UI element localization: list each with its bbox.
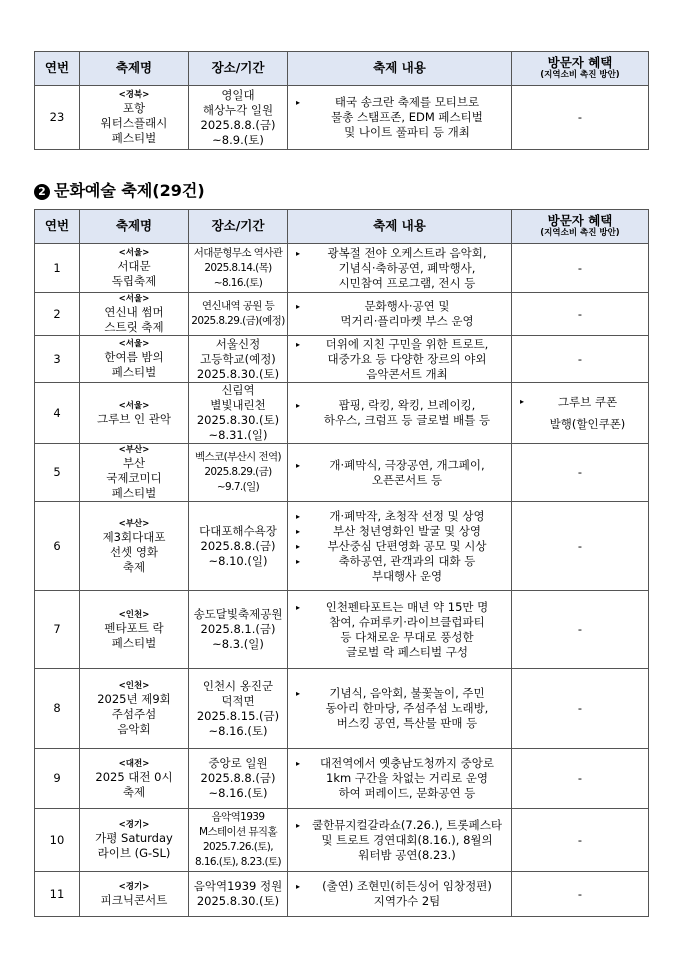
- festival-name-line: 2025년 제9회: [97, 692, 171, 706]
- content-list: [288, 818, 511, 863]
- festival-content-cell: [288, 669, 512, 749]
- festival-place-cell: [189, 383, 288, 444]
- festival-table-2: [34, 209, 649, 917]
- festival-name-line: 2025 대전 0시: [95, 769, 173, 784]
- festival-number: 6: [35, 502, 80, 591]
- content-line: 먹거리·플리마켓 부스 운영: [340, 314, 474, 328]
- content-line: 시민참여 프로그램, 전시 등: [338, 275, 476, 290]
- table-row: [35, 749, 649, 809]
- festival-content-cell: [288, 502, 512, 591]
- festival-place-line: 2025.7.26.(토),: [202, 841, 274, 853]
- visitor-benefit-cell: -: [512, 502, 649, 591]
- content-item: [296, 554, 507, 584]
- festival-number: 9: [35, 749, 80, 809]
- festival-name-line: 페스티벌: [111, 131, 157, 145]
- festival-place-line: 2025.8.8.(금): [200, 117, 276, 132]
- festival-name-line: 펜타포트 락: [104, 620, 164, 635]
- table-row: [35, 336, 649, 383]
- festival-name-line: 부산: [122, 456, 146, 470]
- visitor-benefit-cell: -: [512, 336, 649, 383]
- festival-name-line: 포항: [122, 101, 146, 115]
- festival-place-line: ~8.16.(토): [208, 786, 268, 800]
- festival-name-line: 서대문: [117, 259, 151, 273]
- festival-name-cell: [80, 872, 189, 917]
- festival-place-line: ~8.10.(일): [208, 553, 268, 568]
- festival-place-line: 2025.8.8.(금): [200, 771, 276, 785]
- festival-number: 2: [35, 293, 80, 336]
- festival-place-line: 2025.8.29.(금): [204, 466, 272, 478]
- table-row: [35, 444, 649, 502]
- table-row: [35, 669, 649, 749]
- festival-name-line: 페스티벌: [111, 486, 157, 500]
- content-line: ▸ 더위에 지친 구민을 위한 트로트,: [325, 336, 489, 351]
- festival-name-line: 음악회: [117, 722, 151, 736]
- content-line: ▸ 부산중심 단편영화 공모 및 시상: [327, 538, 487, 553]
- content-line: 대중가요 등 다양한 장르의 야외: [327, 351, 487, 366]
- content-line: 하우스, 크럼프 등 글로벌 배틀 등: [323, 413, 491, 427]
- festival-place-line: 8.16.(토), 8.23.(토): [195, 856, 281, 868]
- festival-number: 1: [35, 244, 80, 293]
- festival-place-line: M스테이션 뮤직홀: [199, 826, 277, 838]
- content-line: ▸ 팝핑, 락킹, 왁킹, 브레이킹,: [338, 398, 476, 412]
- content-line: 하여 퍼레이드, 문화공연 등: [338, 786, 476, 800]
- table-row: [35, 293, 649, 336]
- festival-name-line: 그루브 인 관악: [97, 411, 171, 426]
- content-item: [296, 337, 507, 382]
- festival-content-cell: [288, 444, 512, 502]
- festival-place-cell: [189, 444, 288, 502]
- festival-number: 4: [35, 383, 80, 444]
- section-heading: [34, 178, 205, 201]
- content-list: [288, 246, 511, 291]
- content-list: [288, 95, 511, 140]
- content-line: ▸ 쿨한뮤지컬갈라쇼(7.26.), 트롯페스타: [312, 817, 502, 832]
- visitor-benefit-cell: -: [512, 244, 649, 293]
- festival-name-line: 워터스플래시: [100, 116, 168, 130]
- header-place: 장소/기간: [189, 52, 288, 86]
- visitor-benefit-cell: [512, 383, 649, 444]
- content-item: [296, 818, 507, 863]
- header-benefit-title: 방문자 혜택: [547, 212, 613, 228]
- festival-name-line: 축제: [122, 784, 146, 799]
- festival-name-line: 국제코미디: [106, 471, 162, 485]
- festival-content-cell: [288, 293, 512, 336]
- table-row: [35, 502, 649, 591]
- festival-place-line: ~8.3.(일): [212, 637, 264, 651]
- festival-place-cell: [189, 336, 288, 383]
- benefit-item: [520, 391, 644, 435]
- festival-name-line: 선셋 영화: [109, 544, 159, 559]
- content-line: 1km 구간을 차없는 거리로 운영: [326, 771, 488, 785]
- festival-content-cell: [288, 749, 512, 809]
- content-list: [288, 509, 511, 584]
- festival-name-cell: [80, 809, 189, 872]
- content-list: [288, 879, 511, 909]
- header-benefit: [512, 52, 649, 86]
- festival-place-cell: [189, 293, 288, 336]
- festival-place-line: 별빛내린천: [210, 398, 266, 412]
- festival-name-cell: [80, 86, 189, 150]
- festival-content-cell: [288, 244, 512, 293]
- content-line: 버스킹 공연, 특산물 판매 등: [336, 716, 478, 730]
- festival-name-line: 피크닉콘서트: [100, 892, 168, 907]
- festival-place-line: 고등학교(예정): [200, 351, 276, 366]
- content-list: [288, 337, 511, 382]
- festival-region: <서울>: [118, 339, 150, 349]
- festival-place-line: 해상누각 일원: [202, 102, 274, 117]
- festival-place-line: 벡스코(부산시 전역): [194, 451, 282, 463]
- content-line: 기념식·축하공연, 폐막행사,: [338, 260, 476, 275]
- visitor-benefit-cell: -: [512, 809, 649, 872]
- visitor-benefit-cell: -: [512, 444, 649, 502]
- festival-name-line: 라이브 (G-SL): [97, 846, 171, 860]
- festival-place-line: ~9.7.(일): [216, 481, 260, 493]
- visitor-benefit-cell: -: [512, 872, 649, 917]
- festival-place-cell: [189, 872, 288, 917]
- content-item: [296, 600, 507, 660]
- visitor-benefit-cell: -: [512, 293, 649, 336]
- festival-name-cell: [80, 669, 189, 749]
- table-row: [35, 383, 649, 444]
- content-item: [296, 398, 507, 428]
- table-header-row: [35, 52, 649, 86]
- content-line: 워터밤 공연(8.23.): [358, 847, 456, 862]
- table-row: [35, 244, 649, 293]
- content-item: [296, 246, 507, 291]
- festival-place-line: ~8.31.(일): [208, 428, 268, 442]
- visitor-benefit-cell: -: [512, 669, 649, 749]
- header-content: 축제 내용: [288, 210, 512, 244]
- festival-number: 11: [35, 872, 80, 917]
- festival-place-line: 신림역: [221, 383, 255, 397]
- visitor-benefit-cell: -: [512, 749, 649, 809]
- festival-number: 3: [35, 336, 80, 383]
- content-item: [296, 509, 507, 524]
- festival-region: <부산>: [118, 445, 150, 455]
- festival-place-line: 2025.8.29.(금)(예정): [191, 315, 285, 327]
- content-line: ▸ 개·폐막식, 극장공연, 개그페이,: [329, 457, 485, 472]
- festival-name-line: 연신내 썸머: [104, 305, 164, 319]
- header-benefit: [512, 210, 649, 244]
- festival-place-line: 2025.8.30.(토): [196, 366, 280, 381]
- content-line: 물총 스탬프존, EDM 페스티벌: [331, 110, 483, 124]
- festival-place-line: 2025.8.8.(금): [200, 538, 276, 553]
- festival-place-line: 인천시 옹진군: [202, 678, 274, 693]
- festival-place-line: ~8.16.(토): [213, 276, 263, 289]
- festival-place-line: 서대문형무소 역사관: [193, 246, 283, 259]
- festival-place-cell: [189, 86, 288, 150]
- festival-region: <부산>: [118, 518, 150, 529]
- festival-number: 7: [35, 591, 80, 669]
- header-content: 축제 내용: [288, 52, 512, 86]
- benefit-line: 발행(할인쿠폰): [549, 417, 626, 431]
- content-list: [288, 458, 511, 488]
- festival-place-line: 송도달빛축제공원: [193, 607, 283, 621]
- festival-place-line: 음악역1939: [211, 811, 265, 823]
- festival-region: <대전>: [118, 758, 150, 769]
- festival-name-line: 스트릿 축제: [104, 320, 164, 334]
- header-benefit-title: 방문자 혜택: [547, 54, 613, 70]
- header-benefit-subtitle: (지역소비 촉진 방안): [540, 70, 620, 81]
- content-line: 참여, 슈퍼루키·라이브클럽파티: [329, 614, 485, 629]
- festival-name-line: 페스티벌: [111, 635, 157, 650]
- content-line: 글로벌 락 페스티벌 구성: [345, 644, 469, 659]
- festival-content-cell: [288, 872, 512, 917]
- header-name: 축제명: [80, 52, 189, 86]
- festival-content-cell: [288, 591, 512, 669]
- festival-name-cell: [80, 293, 189, 336]
- header-no: 연번: [35, 52, 80, 86]
- festival-place-line: 2025.8.30.(토): [196, 894, 280, 908]
- festival-number: 5: [35, 444, 80, 502]
- content-list: [288, 398, 511, 428]
- content-line: 오픈콘서트 등: [371, 472, 443, 487]
- content-item: [296, 686, 507, 731]
- content-line: 등 다채로운 무대로 풍성한: [340, 629, 474, 644]
- festival-place-line: 서울신정: [215, 336, 261, 351]
- content-list: [288, 299, 511, 329]
- festival-content-cell: [288, 383, 512, 444]
- festival-place-cell: [189, 591, 288, 669]
- festival-place-line: 2025.8.15.(금): [196, 708, 280, 723]
- content-list: [288, 600, 511, 660]
- content-line: 및 트로트 경연대회(8.16.), 8월의: [321, 832, 493, 847]
- festival-name-line: 페스티벌: [111, 365, 157, 379]
- festival-place-line: 연신내역 공원 등: [201, 300, 275, 312]
- festival-region: <서울>: [118, 248, 150, 258]
- festival-name-line: 제3회다대포: [102, 529, 166, 544]
- visitor-benefit-cell: -: [512, 86, 649, 150]
- content-item: [296, 539, 507, 554]
- festival-name-line: 주섬주섬: [111, 707, 157, 721]
- circled-number-2-icon: 2: [34, 184, 50, 200]
- festival-number: 10: [35, 809, 80, 872]
- festival-place-cell: [189, 809, 288, 872]
- festival-name-cell: [80, 444, 189, 502]
- festival-name-line: 축제: [122, 559, 146, 574]
- festival-number: 23: [35, 86, 80, 150]
- festival-place-line: 영일대: [221, 87, 255, 102]
- festival-content-cell: [288, 336, 512, 383]
- festival-place-line: 음악역1939 정원: [193, 879, 283, 893]
- festival-place-line: 다대포해수욕장: [199, 523, 277, 538]
- content-line: ▸ 광복절 전야 오케스트라 음악회,: [327, 245, 487, 260]
- festival-name-cell: [80, 244, 189, 293]
- visitor-benefit-cell: -: [512, 591, 649, 669]
- table-row: [35, 872, 649, 917]
- festival-place-line: 2025.8.14.(목): [204, 261, 272, 274]
- content-list: [288, 756, 511, 801]
- table-header-row: [35, 210, 649, 244]
- festival-region: <경북>: [118, 90, 150, 100]
- benefit-line: ▸ 그루브 쿠폰: [557, 395, 618, 409]
- content-line: ▸ 문화행사·공연 및: [364, 299, 450, 313]
- festival-name-cell: [80, 502, 189, 591]
- content-line: ▸ 태국 송크란 축제를 모티브로: [334, 95, 480, 109]
- content-line: ▸ 부산 청년영화인 발굴 및 상영: [333, 523, 481, 538]
- festival-place-line: ~8.9.(토): [212, 132, 264, 147]
- content-line: ▸ 개·폐막작, 초청작 선정 및 상영: [329, 508, 485, 523]
- header-name: 축제명: [80, 210, 189, 244]
- content-line: ▸ 기념식, 음악회, 불꽃놀이, 주민: [329, 686, 485, 700]
- festival-name-cell: [80, 383, 189, 444]
- content-line: 음악콘서트 개최: [366, 366, 448, 381]
- festival-name-cell: [80, 336, 189, 383]
- festival-place-line: 2025.8.1.(금): [200, 622, 276, 636]
- festival-content-cell: [288, 809, 512, 872]
- festival-name-line: 한여름 밤의: [104, 350, 164, 364]
- header-place: 장소/기간: [189, 210, 288, 244]
- festival-table-1: [34, 51, 649, 150]
- table-row: [35, 809, 649, 872]
- festival-name-line: 독립축제: [111, 274, 157, 288]
- festival-place-cell: [189, 749, 288, 809]
- content-item: [296, 756, 507, 801]
- festival-place-cell: [189, 244, 288, 293]
- content-line: 부대행사 운영: [371, 568, 443, 583]
- festival-region: <서울>: [118, 294, 150, 304]
- festival-place-line: 중앙로 일원: [208, 756, 268, 770]
- festival-name-cell: [80, 749, 189, 809]
- content-item: [296, 524, 507, 539]
- festival-region: <경기>: [118, 881, 150, 892]
- section-title: 문화예술 축제(29건): [54, 181, 205, 200]
- content-list: [288, 686, 511, 731]
- content-line: ▸ 축하공연, 관객과의 대화 등: [338, 553, 476, 568]
- festival-name-line: 가평 Saturday: [95, 831, 173, 845]
- content-line: ▸ (출연) 조현민(히든싱어 임창정편): [322, 879, 492, 893]
- festival-place-cell: [189, 669, 288, 749]
- festival-region: <인천>: [118, 609, 150, 620]
- festival-region: <인천>: [118, 681, 150, 691]
- content-line: ▸ 대전역에서 옛충남도청까지 중앙로: [320, 756, 494, 770]
- festival-content-cell: [288, 86, 512, 150]
- content-line: 동아리 한마당, 주섬주섬 노래방,: [325, 701, 489, 715]
- content-item: [296, 299, 507, 329]
- content-item: [296, 458, 507, 488]
- header-benefit-subtitle: (지역소비 촉진 방안): [540, 228, 620, 239]
- festival-name-cell: [80, 591, 189, 669]
- festival-region: <서울>: [118, 400, 150, 411]
- table-row: [35, 86, 649, 150]
- content-line: 및 나이트 풀파티 등 개최: [344, 125, 470, 139]
- content-line: 지역가수 2팀: [373, 894, 441, 908]
- festival-place-line: 2025.8.30.(토): [196, 413, 280, 427]
- content-line: ▸ 인천펜타포트는 매년 약 15만 명: [325, 599, 489, 614]
- festival-place-cell: [189, 502, 288, 591]
- festival-number: 8: [35, 669, 80, 749]
- benefit-list: [512, 391, 648, 435]
- festival-place-line: ~8.16.(토): [208, 723, 268, 738]
- table-row: [35, 591, 649, 669]
- header-no: 연번: [35, 210, 80, 244]
- festival-region: <경기>: [118, 820, 150, 830]
- content-item: [296, 879, 507, 909]
- content-item: [296, 95, 507, 140]
- festival-place-line: 덕적면: [221, 693, 255, 708]
